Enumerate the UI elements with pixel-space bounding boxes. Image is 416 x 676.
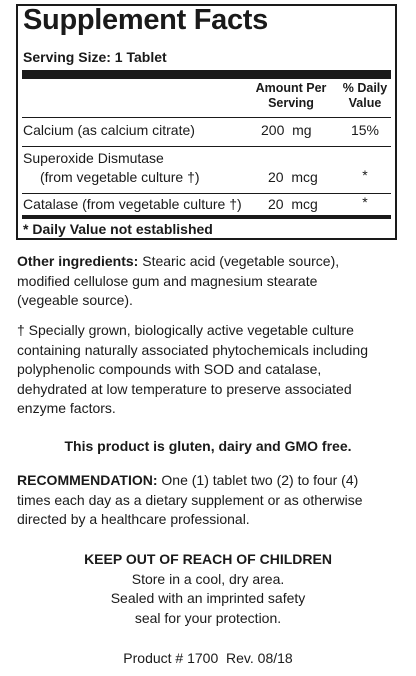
other-ingredients-line: modified cellulose gum and magnesium stearate (17, 272, 318, 289)
warning-line: seal for your protection. (134, 609, 282, 626)
row-calcium-name: Calcium (as calcium citrate) (23, 122, 195, 138)
dagger-note-line: enzyme factors. (17, 400, 116, 416)
other-ingredients (17, 252, 402, 311)
thick-divider (22, 70, 391, 79)
row-catalase-name: Catalase (from vegetable culture †) (23, 196, 242, 212)
dagger-note (17, 321, 402, 419)
row-sod-dv: * (362, 167, 368, 183)
dagger-note-line: polyphenolic compounds with SOD and catalase, (17, 361, 322, 377)
warning-heading: KEEP OUT OF REACH OF CHILDREN (84, 551, 332, 567)
row-catalase-dv: * (362, 194, 368, 210)
row-sod-amount-value: 20 (268, 169, 284, 185)
header-amount-per-serving (246, 81, 336, 111)
other-ingredients-line: (vegeable source). (17, 292, 133, 308)
product-number-revision: Product # 1700 Rev. 08/18 (123, 650, 293, 666)
dagger-note-line: dehydrated at low temperature to preserve associated (17, 380, 352, 397)
row-sod-name-line1: Superoxide Dismutase (23, 150, 164, 166)
row-divider (22, 146, 391, 147)
serving-size: Serving Size: 1 Tablet (23, 49, 167, 65)
other-ingredients-line: Stearic acid (vegetable source), (142, 253, 340, 269)
supplement-facts-panel (16, 4, 397, 240)
row-sod-amount (268, 169, 318, 186)
recommendation-line: One (1) tablet two (2) to four (4) (161, 472, 359, 488)
daily-value-note: * Daily Value not established (23, 221, 213, 237)
recommendation (17, 471, 402, 530)
row-catalase-amount (268, 196, 318, 213)
warning-block (0, 550, 416, 628)
header-dv-line1: % Daily (342, 81, 388, 95)
dagger-note-line: † Specially grown, biologically active vegetable culture (17, 322, 354, 338)
recommendation-label: RECOMMENDATION: (17, 472, 158, 488)
recommendation-line: directed by a healthcare professional. (17, 511, 250, 527)
row-calcium-dv: 15% (350, 122, 380, 138)
header-dv-line2: Value (348, 96, 382, 110)
warning-line: Store in a cool, dry area. (131, 570, 285, 587)
row-catalase-amount-unit: mcg (291, 196, 318, 212)
thick-bottom-divider (22, 215, 391, 219)
header-amount-line1: Amount Per (255, 81, 327, 95)
row-calcium-amount (261, 122, 312, 139)
row-catalase-amount-value: 20 (268, 196, 284, 212)
other-ingredients-label: Other ingredients: (17, 253, 139, 269)
header-amount-line2: Serving (268, 96, 314, 110)
row-calcium-amount-value: 200 (261, 122, 285, 138)
dagger-note-line: containing naturally associated phytochemicals including (17, 341, 368, 358)
header-divider (22, 117, 391, 118)
row-sod-name-line2: (from vegetable culture †) (40, 169, 200, 185)
row-sod-amount-unit: mcg (291, 169, 318, 185)
recommendation-line: times each day as a dietary supplement or as otherwise (17, 491, 363, 508)
warning-line: Sealed with an imprinted safety (110, 590, 306, 606)
free-from-statement: This product is gluten, dairy and GMO free. (64, 438, 352, 454)
header-daily-value (336, 81, 394, 111)
panel-title: Supplement Facts (23, 4, 268, 36)
row-calcium-amount-unit: mg (292, 122, 312, 138)
